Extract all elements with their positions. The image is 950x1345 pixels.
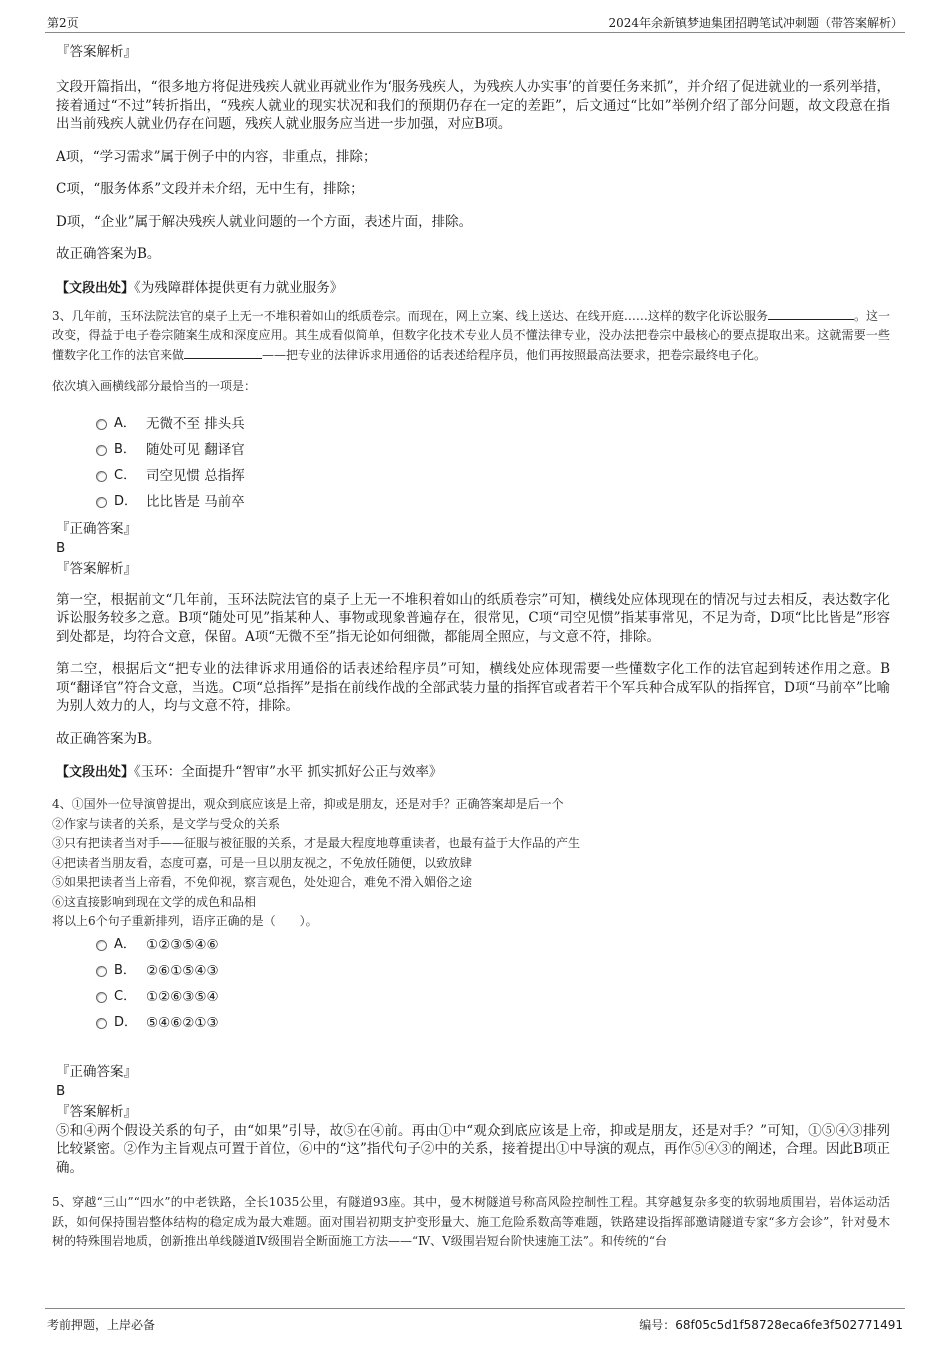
analysis-paragraph: 第一空，根据前文“几年前，玉环法院法官的桌子上无一不堆积着如山的纸质卷宗”可知，横线处应体现现在的情况与过去相反，表达数字化诉讼服务较多之意。B项“随处可见”指某种人、事物或现象普遍存在，很常见，C项“司空见惯”指某事常见，不足为奇，D项“比比皆是”形容到处都是，均符合文意，保留。A项“无微不至”指无论如何细微，都能周全照应，与文意不符，排除。	[56, 591, 890, 645]
question-4-line: ⑥这直接影响到现在文学的成色和品相	[52, 894, 257, 909]
question-4-options	[56, 932, 890, 1036]
analysis-paragraph: ⑤和④两个假设关系的句子，由“如果”引导，故⑤在④前。再由①中“观众到底应该是上帝，抑或是朋友，还是对手？”可知，①⑤④③排列比较紧密。②作为主旨观点可置于首位，⑥中的“这”指代句子②中的关系，接着提出①中导演的观点，再作⑤④③的阐述，合理。因此B项正确。	[56, 1122, 890, 1176]
source-label: 【文段出处】	[56, 280, 135, 296]
answer-title: 『正确答案』	[56, 1063, 137, 1080]
main-content	[52, 36, 890, 1252]
analysis-paragraph: A项，“学习需求”属于例子中的内容，非重点，排除；	[56, 148, 377, 165]
radio-icon[interactable]	[96, 419, 107, 430]
analysis-title: 『答案解析』	[56, 1103, 137, 1120]
option-a[interactable]: A． ①②③⑤④⑥	[56, 932, 890, 958]
fill-blank-1	[768, 307, 854, 320]
question-4-line: 4、①国外一位导演曾提出，观众到底应该是上帝，抑或是朋友，还是对手？正确答案却是后一个	[52, 797, 564, 811]
radio-icon[interactable]	[96, 497, 107, 508]
option-c[interactable]: C． ①②⑥③⑤④	[56, 984, 890, 1010]
question-4-line: ⑤如果把读者当上帝看，不免仰视，察言观色，处处迎合，难免不滑入媚俗之途	[52, 875, 473, 889]
option-c[interactable]: C． 司空见惯 总指挥	[56, 463, 890, 489]
footer-slogan: 考前押题，上岸必备	[47, 1318, 156, 1332]
page-footer	[45, 1308, 905, 1339]
question-4-prompt: 将以上6个句子重新排列，语序正确的是（ ）。	[52, 914, 318, 928]
radio-icon[interactable]	[96, 1018, 107, 1029]
analysis-paragraph: 文段开篇指出，“很多地方将促进残疾人就业再就业作为‘服务残疾人，为残疾人办实事’的首要任务来抓”，并介绍了促进就业的一系列举措，接着通过“不过”转折指出，“残疾人就业的现实状况和我们的预期仍存在一定的差距”，后文通过“比如”举例介绍了部分问题，故文段意在指出当前残疾人就业仍存在问题，残疾人就业服务应当进一步加强，对应B项。	[56, 79, 890, 132]
radio-icon[interactable]	[96, 471, 107, 482]
radio-icon[interactable]	[96, 445, 107, 456]
radio-icon[interactable]	[96, 966, 107, 977]
question-5-stem: 5、穿越“三山”“四水”的中老铁路，全长1035公里，有隧道93座。其中，曼木树隧道号称高风险控制性工程。其穿越复杂多变的软弱地质围岩，岩体运动活跃，如何保持围岩整体结构的稳定成为最大难题。面对围岩初期支护变形量大、施工危险系数高等难题，铁路建设指挥部邀请隧道专家“多方会诊”，针对曼木树的特殊围岩地质，创新推出单线隧道Ⅳ级围岩全断面施工方法——“Ⅳ、Ⅴ级围岩短台阶快速施工法”。和传统的“台	[52, 1195, 890, 1248]
analysis-title: 『答案解析』	[56, 44, 137, 60]
question-4-line: ③只有把读者当对手——征服与被征服的关系，才是最大程度地尊重读者，也最有益于大作品的产生	[52, 836, 581, 850]
page-header	[45, 10, 905, 33]
correct-answer: B	[56, 1082, 66, 1099]
option-b[interactable]: B． 随处可见 翻译官	[56, 437, 890, 463]
document-serial: 编号：68f05c5d1f58728eca6fe3f502771491	[639, 1318, 903, 1332]
analysis-paragraph: C项，“服务体系”文段并未介绍，无中生有，排除；	[56, 181, 364, 197]
analysis-title: 『答案解析』	[56, 560, 137, 577]
analysis-paragraph: 第二空，根据后文“把专业的法律诉求用通俗的话表述给程序员”可知，横线处应体现需要一些懂数字化工作的法官起到转述作用之意。B项“翻译官”符合文意，当选。C项“总指挥”是指在前线作战的全部武装力量的指挥官或者若干个军兵种合成军队的指挥官，D项“马前卒”比喻为别人效力的人，均与文意不符，排除。	[56, 661, 890, 714]
source-label: 【文段出处】	[56, 765, 135, 780]
analysis-paragraph: 故正确答案为B。	[56, 246, 161, 262]
source-text: 《玉环：全面提升“智审”水平 抓实抓好公正与效率》	[134, 764, 443, 780]
option-b[interactable]: B． ②⑥①⑤④③	[56, 958, 890, 984]
radio-icon[interactable]	[96, 992, 107, 1003]
source-citation	[56, 762, 890, 783]
question-3-prompt: 依次填入画横线部分最恰当的一项是：	[52, 379, 257, 393]
question-4-line: ④把读者当朋友看，态度可嘉，可是一旦以朋友视之，不免放任随便，以致放肆	[52, 855, 473, 870]
correct-answer: B	[56, 539, 66, 556]
source-text: 《为残障群体提供更有力就业服务》	[134, 279, 344, 296]
question-4-line: ②作家与读者的关系，是文学与受众的关系	[52, 816, 281, 831]
document-title: 2024年余新镇梦迪集团招聘笔试冲刺题（带答案解析）	[608, 16, 903, 30]
radio-icon[interactable]	[96, 940, 107, 951]
question-3-stem: 3、几年前，玉环法院法官的桌子上无一不堆积着如山的纸质卷宗。而现在，网上立案、线上送达、在线开庭……这样的数字化诉讼服务 。这一改变，得益于电子卷宗随案生成和深度应用。其生成看似简单，但数字化技术专业人员不懂法律专业，没办法把卷宗中最核心的要点提取出来。这就需要一些懂数字化工作的法官来做 ——把专业的法律诉求用通俗的话表述给程序员，他们再按照最高法要求，把卷宗最终电子化。	[52, 308, 890, 362]
option-d[interactable]: D． ⑤④⑥②①③	[56, 1010, 890, 1036]
option-a[interactable]: A． 无微不至 排头兵	[56, 411, 890, 437]
analysis-paragraph: D项，“企业”属于解决残疾人就业问题的一个方面，表述片面，排除。	[56, 213, 473, 230]
analysis-paragraph: 故正确答案为B。	[56, 730, 161, 747]
option-d[interactable]: D． 比比皆是 马前卒	[56, 489, 890, 515]
question-3-options	[56, 411, 890, 515]
answer-title: 『正确答案』	[56, 520, 137, 537]
source-citation	[56, 278, 890, 299]
fill-blank-2	[184, 346, 262, 359]
page-number: 第2页	[47, 16, 79, 30]
